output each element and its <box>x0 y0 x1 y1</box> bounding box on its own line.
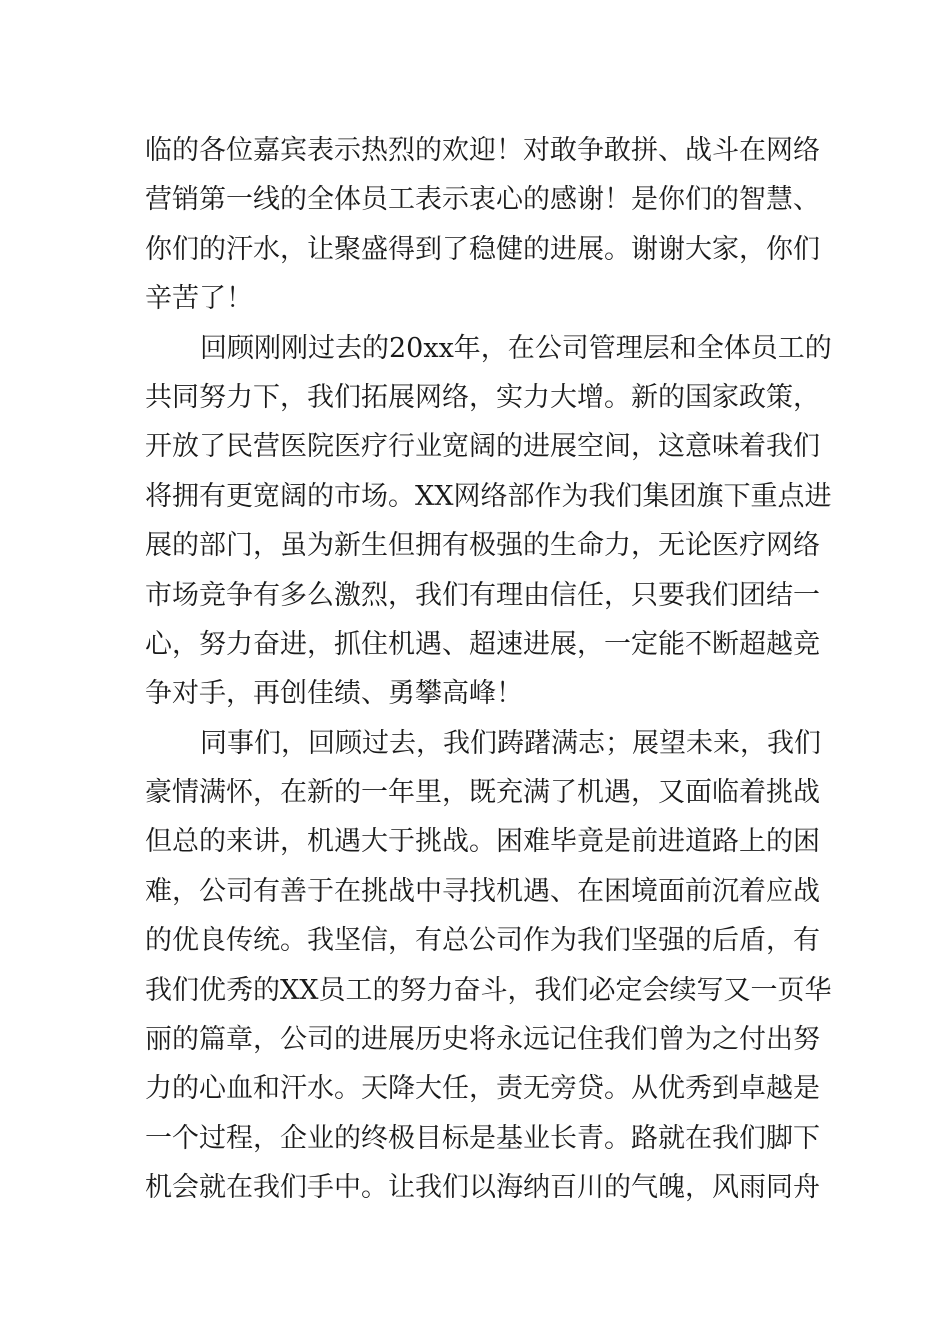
text-line: 开放了民营医院医疗行业宽阔的进展空间，这意味着我们 <box>145 431 820 463</box>
text-line: 回顾刚刚过去的20xx年，在公司管理层和全体员工的 <box>200 332 832 364</box>
paragraph-1 <box>145 126 820 324</box>
text-line: 同事们，回顾过去，我们踌躇满志；展望未来，我们 <box>200 727 821 759</box>
text-line: 将拥有更宽阔的市场。XX网络部作为我们集团旗下重点进 <box>145 480 832 512</box>
text-line: 你们的汗水，让聚盛得到了稳健的进展。谢谢大家，你们 <box>145 233 820 265</box>
text-line: 心，努力奋进，抓住机遇、超速进展，一定能不断超越竞 <box>145 628 820 660</box>
text-line: 我们优秀的XX员工的努力奋斗，我们必定会续写又一页华 <box>145 974 832 1006</box>
text-line: 豪情满怀，在新的一年里，既充满了机遇，又面临着挑战 <box>145 777 820 809</box>
document-body <box>145 126 832 1213</box>
text-line: 的优良传统。我坚信，有总公司作为我们坚强的后盾，有 <box>145 925 820 957</box>
paragraph-2 <box>145 324 832 719</box>
text-line: 营销第一线的全体员工表示衷心的感谢！是你们的智慧、 <box>145 184 820 216</box>
text-line: 但总的来讲，机遇大于挑战。困难毕竟是前进道路上的困 <box>145 826 820 858</box>
text-line: 争对手，再创佳绩、勇攀高峰！ <box>145 678 523 710</box>
text-line: 力的心血和汗水。天降大任，责无旁贷。从优秀到卓越是 <box>145 1073 820 1105</box>
text-line: 机会就在我们手中。让我们以海纳百川的气魄，风雨同舟 <box>145 1172 820 1204</box>
text-line: 临的各位嘉宾表示热烈的欢迎！对敢争敢拼、战斗在网络 <box>145 135 820 166</box>
text-line: 难，公司有善于在挑战中寻找机遇、在困境面前沉着应战 <box>145 875 820 907</box>
text-line: 辛苦了！ <box>145 283 253 315</box>
paragraph-3 <box>145 719 832 1213</box>
text-line: 共同努力下，我们拓展网络，实力大增。新的国家政策， <box>145 381 820 413</box>
text-line: 展的部门，虽为新生但拥有极强的生命力，无论医疗网络 <box>145 530 820 562</box>
text-line: 市场竞争有多么激烈，我们有理由信任，只要我们团结一 <box>145 579 820 611</box>
text-line: 一个过程，企业的终极目标是基业长青。路就在我们脚下 <box>145 1122 820 1154</box>
text-line: 丽的篇章，公司的进展历史将永远记住我们曾为之付出努 <box>145 1024 820 1056</box>
